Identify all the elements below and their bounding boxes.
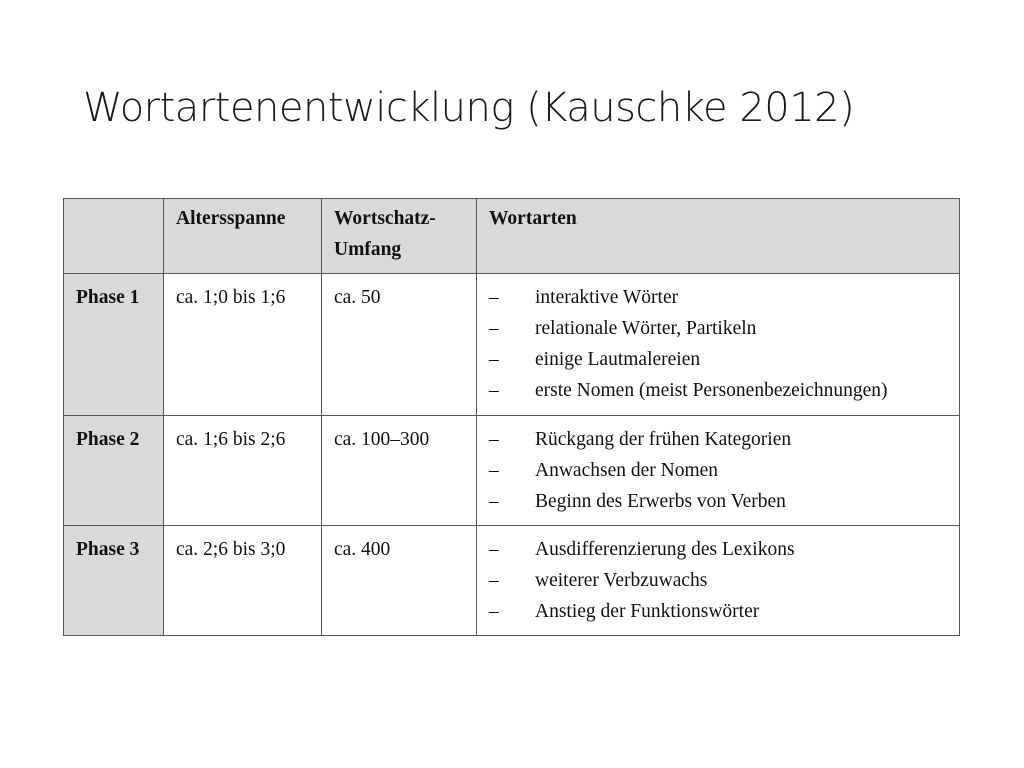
umfang-cell: ca. 400 <box>322 526 477 636</box>
list-item <box>489 565 947 596</box>
altersspanne-cell: ca. 2;6 bis 3;0 <box>164 526 322 636</box>
list-item-text: Beginn des Erwerbs von Verben <box>535 491 786 512</box>
wortarten-list <box>489 282 947 406</box>
header-empty-cell <box>64 199 164 274</box>
list-item <box>489 486 947 517</box>
dash-bullet: – <box>489 318 499 339</box>
list-item <box>489 534 947 565</box>
dash-bullet: – <box>489 460 499 481</box>
phase-label: Phase 3 <box>64 526 164 636</box>
list-item <box>489 313 947 344</box>
list-item <box>489 344 947 375</box>
wortarten-list <box>489 424 947 517</box>
list-item-text: einige Lautmalereien <box>535 349 701 370</box>
altersspanne-cell: ca. 1;6 bis 2;6 <box>164 416 322 526</box>
header-wortschatz-line2: Umfang <box>334 239 402 260</box>
wortarten-cell <box>477 526 960 636</box>
word-class-development-table <box>63 198 960 636</box>
list-item-text: interaktive Wörter <box>535 287 679 308</box>
phase-label: Phase 1 <box>64 274 164 416</box>
table-row <box>64 526 960 636</box>
dash-bullet: – <box>489 539 499 560</box>
umfang-cell: ca. 50 <box>322 274 477 416</box>
list-item <box>489 424 947 455</box>
dash-bullet: – <box>489 429 499 450</box>
dash-bullet: – <box>489 570 499 591</box>
dash-bullet: – <box>489 287 499 308</box>
header-wortschatz-line1: Wortschatz- <box>334 208 436 229</box>
dash-bullet: – <box>489 349 499 370</box>
list-item <box>489 282 947 313</box>
table-header-row <box>64 199 960 274</box>
dash-bullet: – <box>489 601 499 622</box>
list-item-text: erste Nomen (meist Personenbezeichnungen) <box>535 380 888 401</box>
list-item-text: Anwachsen der Nomen <box>535 460 719 481</box>
list-item-text: weiterer Verbzuwachs <box>535 570 708 591</box>
list-item-text: relationale Wörter, Partikeln <box>535 318 757 339</box>
wortarten-list <box>489 534 947 627</box>
altersspanne-cell: ca. 1;0 bis 1;6 <box>164 274 322 416</box>
header-wortschatz-umfang <box>322 199 477 274</box>
table-row <box>64 274 960 416</box>
list-item-text: Rückgang der frühen Kategorien <box>535 429 792 450</box>
list-item <box>489 596 947 627</box>
umfang-cell: ca. 100–300 <box>322 416 477 526</box>
phase-label: Phase 2 <box>64 416 164 526</box>
list-item <box>489 375 947 406</box>
header-wortarten: Wortarten <box>477 199 960 274</box>
table-row <box>64 416 960 526</box>
dash-bullet: – <box>489 380 499 401</box>
wortarten-cell <box>477 274 960 416</box>
list-item-text: Ausdifferenzierung des Lexikons <box>535 539 795 560</box>
wortarten-cell <box>477 416 960 526</box>
list-item-text: Anstieg der Funktionswörter <box>535 601 760 622</box>
dash-bullet: – <box>489 491 499 512</box>
header-altersspanne: Altersspanne <box>164 199 322 274</box>
list-item <box>489 455 947 486</box>
slide-title: Wortartenentwicklung (Kauschke 2012) <box>83 85 855 131</box>
table-container <box>63 198 959 636</box>
